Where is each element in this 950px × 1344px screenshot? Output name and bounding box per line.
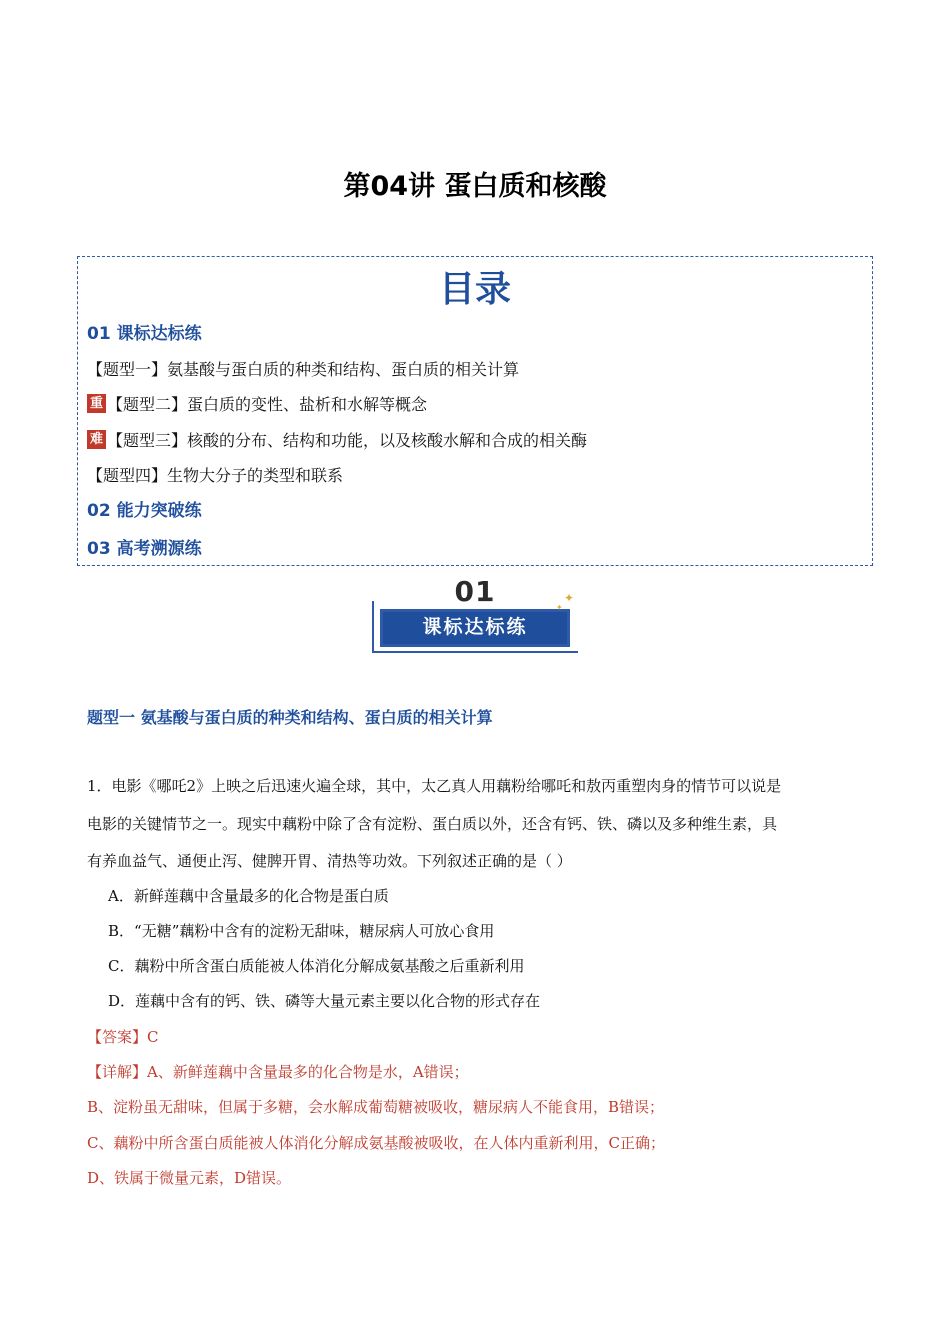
explanation-line: C、藕粉中所含蛋白质能被人体消化分解成氨基酸被吸收，在人体内重新利用，C正确； <box>87 1134 665 1152</box>
explanation-line: D、铁属于微量元素，D错误。 <box>87 1169 292 1187</box>
toc-item-2[interactable] <box>87 392 427 415</box>
toc-item-text: 【题型四】生物大分子的类型和联系 <box>87 466 344 485</box>
explanation-line: 【详解】A、新鲜莲藕中含量最多的化合物是水，A错误； <box>87 1063 469 1081</box>
sparkle-icon: ✦ <box>564 591 575 605</box>
sparkle-icon: ✦ <box>556 603 563 612</box>
toc-item-text: 【题型三】核酸的分布、结构和功能，以及核酸水解和合成的相关酶 <box>107 431 588 450</box>
option-c: C．藕粉中所含蛋白质能被人体消化分解成氨基酸之后重新利用 <box>108 957 525 975</box>
question-line: 有养血益气、通便止泻、健脾开胃、清热等功效。下列叙述正确的是（ ） <box>87 852 572 870</box>
important-badge: 重 <box>87 394 106 413</box>
difficult-badge: 难 <box>87 430 106 449</box>
section-title: 题型一 氨基酸与蛋白质的种类和结构、蛋白质的相关计算 <box>87 708 493 727</box>
banner-label: 课标达标练 <box>422 616 528 638</box>
question-line: 电影的关键情节之一。现实中藕粉中除了含有淀粉、蛋白质以外，还含有钙、铁、磷以及多种维生素，具 <box>87 815 778 833</box>
toc-item-text: 【题型二】蛋白质的变性、盐析和水解等概念 <box>107 395 428 414</box>
toc-section-1[interactable]: 01 课标达标练 <box>87 324 202 344</box>
section-banner <box>370 575 580 655</box>
toc-section-2[interactable]: 02 能力突破练 <box>87 501 202 521</box>
toc-item-text: 【题型一】氨基酸与蛋白质的种类和结构、蛋白质的相关计算 <box>87 360 520 379</box>
explanation-line: B、淀粉虽无甜味，但属于多糖，会水解成葡萄糖被吸收，糖尿病人不能食用，B错误； <box>87 1098 665 1116</box>
toc-item-3[interactable] <box>87 428 587 451</box>
option-a: A．新鲜莲藕中含量最多的化合物是蛋白质 <box>108 887 389 905</box>
toc-section-3[interactable]: 03 高考溯源练 <box>87 539 202 559</box>
answer-line: 【答案】C <box>87 1028 159 1046</box>
table-of-contents <box>77 256 873 566</box>
banner-number: 01 <box>454 575 496 608</box>
question-line: 1．电影《哪吒2》上映之后迅速火遍全球，其中，太乙真人用藕粉给哪吒和敖丙重塑肉身的情节可以说是 <box>87 777 782 795</box>
option-b: B．“无糖”藕粉中含有的淀粉无甜味，糖尿病人可放心食用 <box>108 922 495 940</box>
toc-item-4[interactable] <box>87 463 343 486</box>
page-title: 第04讲 蛋白质和核酸 <box>343 171 607 202</box>
option-d: D．莲藕中含有的钙、铁、磷等大量元素主要以化合物的形式存在 <box>108 992 541 1010</box>
toc-item-1[interactable] <box>87 357 519 380</box>
toc-heading: 目录 <box>438 269 511 310</box>
